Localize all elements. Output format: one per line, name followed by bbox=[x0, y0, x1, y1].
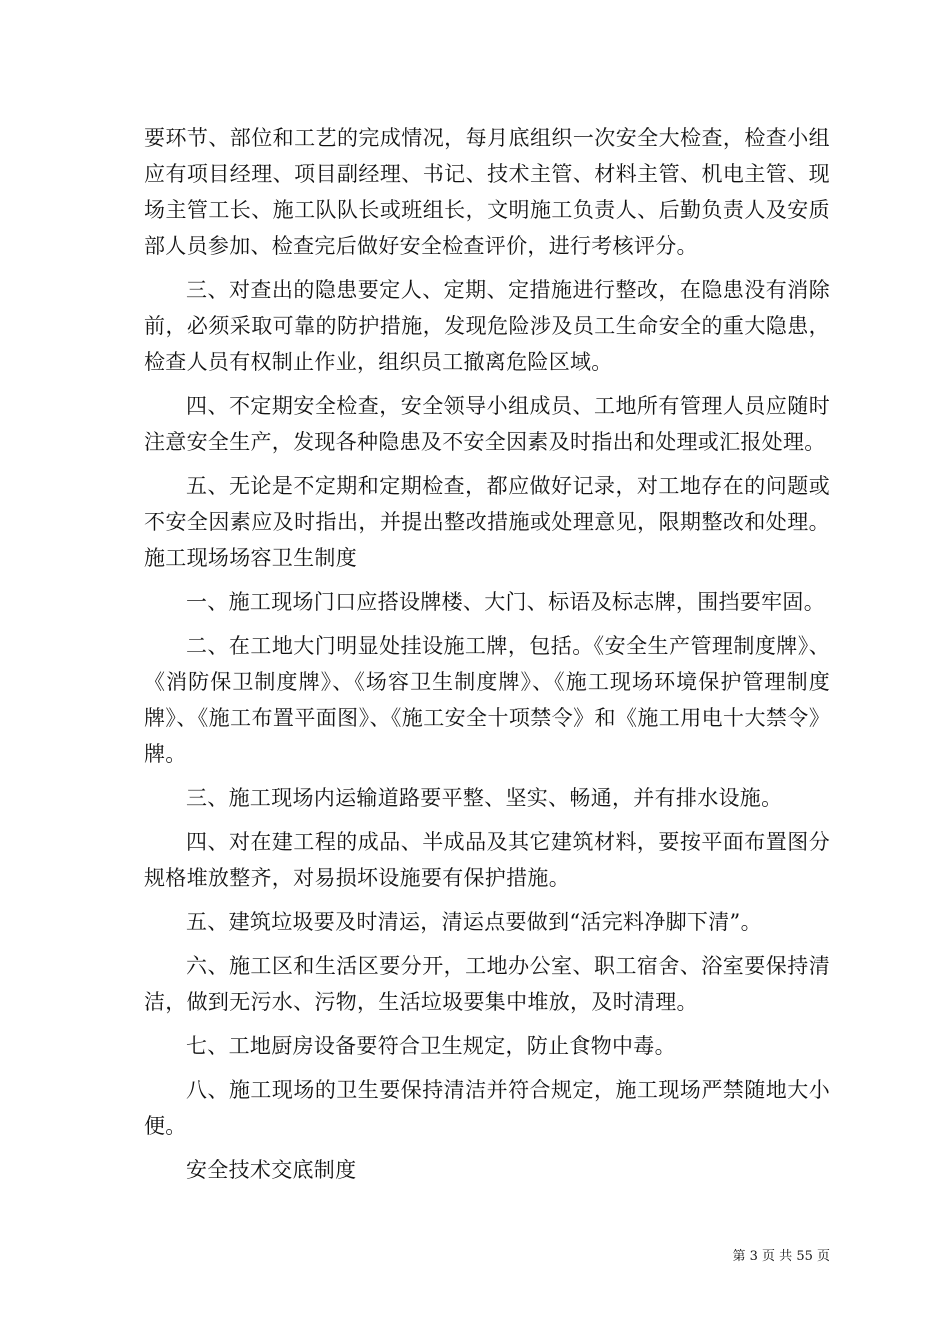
paragraph: 要环节、部位和工艺的完成情况，每月底组织一次安全大检查，检查小组应有项目经理、项目副经理、书记、技术主管、材料主管、机电主管、现场主管工长、施工队队长或班组长，文明施工负责人、后勤负责人及安质部人员参加、检查完后做好安全检查评价，进行考核评分。 bbox=[144, 126, 830, 258]
paragraph: 三、施工现场内运输道路要平整、坚实、畅通，并有排水设施。 bbox=[186, 786, 783, 810]
paragraph: 七、工地厨房设备要符合卫生规定，防止食物中毒。 bbox=[186, 1034, 676, 1058]
paragraph: 五、建筑垃圾要及时清运，清运点要做到“活完料净脚下清”。 bbox=[186, 910, 762, 934]
paragraph: 一、施工现场门口应搭设牌楼、大门、标语及标志牌，围挡要牢固。 bbox=[186, 590, 825, 614]
section-heading: 安全技术交底制度 bbox=[186, 1158, 357, 1182]
paragraph: 六、施工区和生活区要分开，工地办公室、职工宿舍、浴室要保持清洁，做到无污水、污物，生活垃圾要集中堆放，及时清理。 bbox=[144, 954, 830, 1014]
paragraph: 五、无论是不定期和定期检查，都应做好记录，对工地存在的问题或不安全因素应及时指出，并提出整改措施或处理意见，限期整改和处理。施工现场场容卫生制度 bbox=[144, 474, 830, 570]
page-number: 第 3 页 共 55 页 bbox=[732, 1249, 830, 1264]
document-body bbox=[144, 120, 830, 1196]
paragraph: 四、不定期安全检查，安全领导小组成员、工地所有管理人员应随时注意安全生产，发现各种隐患及不安全因素及时指出和处理或汇报处理。 bbox=[144, 394, 830, 454]
paragraph: 二、在工地大门明显处挂设施工牌，包括。《安全生产管理制度牌》、《消防保卫制度牌》、《场容卫生制度牌》、《施工现场环境保护管理制度牌》、《施工布置平面图》、《施工安全十项禁令》和《施工用电十大禁令》牌。 bbox=[144, 634, 830, 766]
paragraph: 三、对查出的隐患要定人、定期、定措施进行整改，在隐患没有消除前，必须采取可靠的防护措施，发现危险涉及员工生命安全的重大隐患，检查人员有权制止作业，组织员工撤离危险区域。 bbox=[144, 278, 830, 374]
paragraph: 四、对在建工程的成品、半成品及其它建筑材料，要按平面布置图分规格堆放整齐，对易损坏设施要有保护措施。 bbox=[144, 830, 830, 890]
paragraph: 八、施工现场的卫生要保持清洁并符合规定，施工现场严禁随地大小便。 bbox=[144, 1078, 830, 1138]
